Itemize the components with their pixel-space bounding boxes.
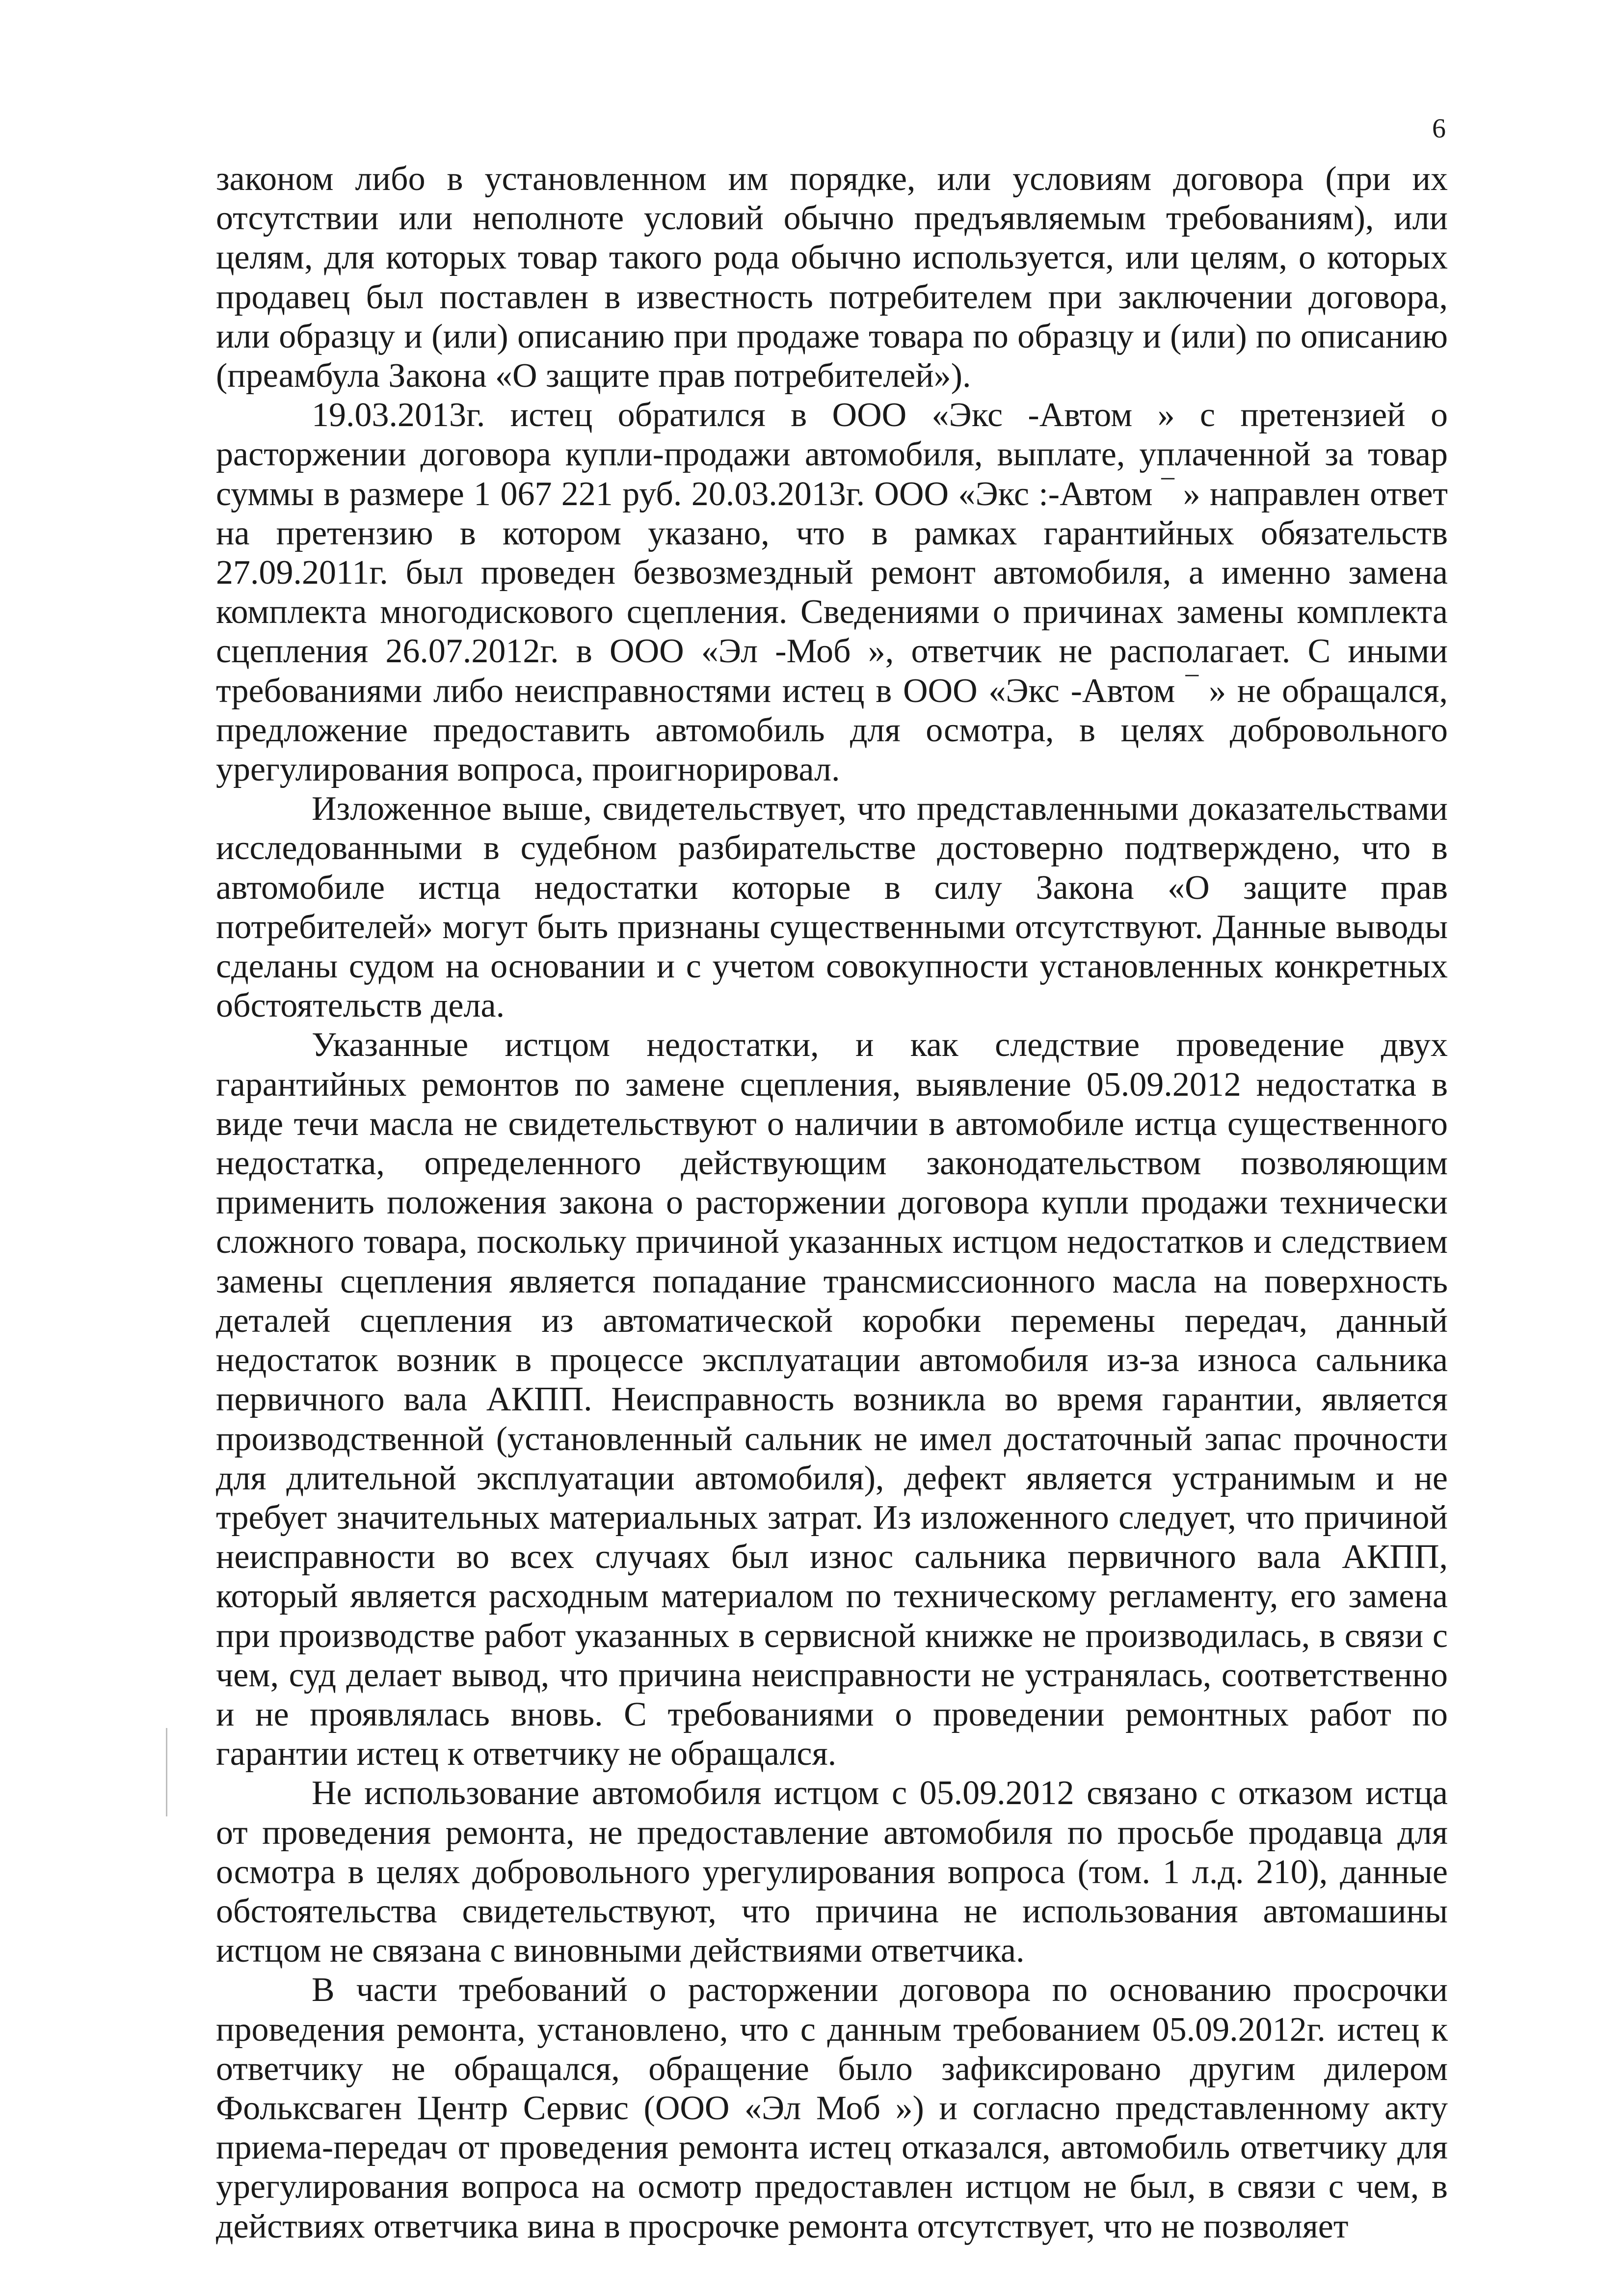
paragraph-defects: Указанные истцом недостатки, и как следствие проведение двух гарантийных ремонтов по замене сцепления, выявление 05.09.2012 недостатка в виде течи масла не свидетельствуют о наличии в автомобиле истца существенного недостатка, определенного действующим законодательством позволяющим применить положения закона о расторжении договора купли продажи технически сложного товара, поскольку причиной указанных истцом недостатков и следствием замены сцепления является попадание трансмиссионного масла на поверхность деталей сцепления из автоматической коробки перемены передач, данный недостаток возник в процессе эксплуатации автомобиля из-за износа сальника первичного вала АКПП. Неисправность возникла во время гарантии, является производственной (установленный сальник не имел достаточный запас прочности для длительной эксплуатации автомобиля), дефект является устранимым и не требует значительных материальных затрат. Из изложенного следует, что причиной неисправности во всех случаях был износ сальника первичного вала АКПП, который является расходным материалом по техническому регламенту, его замена при производстве работ указанных в сервисной книжке не производилась, в связи с чем, суд делает вывод, что причина неисправности не устранялась, соответственно и не проявлялась вновь. С требованиями о проведении ремонтных работ по гарантии истец к ответчику не обращался. <box>216 1026 1448 1773</box>
margin-mark <box>166 1728 167 1816</box>
paragraph-evidence: Изложенное выше, свидетельствует, что представленными доказательствами исследованными в судебном разбирательстве достоверно подтверждено, что в автомобиле истца недостатки которые в силу Закона «О защите прав потребителей» могут быть признаны существенными отсутствуют. Данные выводы сделаны судом на основании и с учетом совокупности установленных конкретных обстоятельств дела. <box>216 790 1448 1025</box>
document-body <box>216 160 1448 2246</box>
paragraph-delay: В части требований о расторжении договора по основанию просрочки проведения ремонта, установлено, что с данным требованием 05.09.2012г. истец к ответчику не обращался, обращение было зафиксировано другим дилером Фольксваген Центр Сервис (ООО «Эл Моб ») и согласно представленному акту приема-передач от проведения ремонта истец отказался, автомобиль ответчику для урегулирования вопроса на осмотр предоставлен истцом не был, в связи с чем, в действиях ответчика вина в просрочке ремонта отсутствует, что не позволяет <box>216 1971 1448 2245</box>
paragraph-non-use: Не использование автомобиля истцом с 05.09.2012 связано с отказом истца от проведения ремонта, не предоставление автомобиля по просьбе продавца для осмотра в целях добровольного урегулирования вопроса (том. 1 л.д. 210), данные обстоятельства свидетельствуют, что причина не использования автомашины истцом не связана с виновными действиями ответчика. <box>216 1774 1448 1970</box>
paragraph-claim: 19.03.2013г. истец обратился в ООО «Экс -Автом » с претензией о расторжении договора купли-продажи автомобиля, выплате, уплаченной за товар суммы в размере 1 067 221 руб. 20.03.2013г. ООО «Экс :-Автом ‾ » направлен ответ на претензию в котором указано, что в рамках гарантийных обязательств 27.09.2011г. был проведен безвозмездный ремонт автомобиля, а именно замена комплекта многодискового сцепления. Сведениями о причинах замены комплекта сцепления 26.07.2012г. в ООО «Эл -Моб », ответчик не располагает. С иными требованиями либо неисправностями истец в ООО «Экс -Автом ‾ » не обращался, предложение предоставить автомобиль для осмотра, в целях добровольного урегулирования вопроса, проигнорировал. <box>216 396 1448 789</box>
paragraph-continuation: законом либо в установленном им порядке, или условиям договора (при их отсутствии или неполноте условий обычно предъявляемым требованиям), или целям, для которых товар такого рода обычно используется, или целям, о которых продавец был поставлен в известность потребителем при заключении договора, или образцу и (или) описанию при продаже товара по образцу и (или) по описанию (преамбула Закона «О защите прав потребителей»). <box>216 160 1448 395</box>
page-number: 6 <box>1432 113 1446 144</box>
